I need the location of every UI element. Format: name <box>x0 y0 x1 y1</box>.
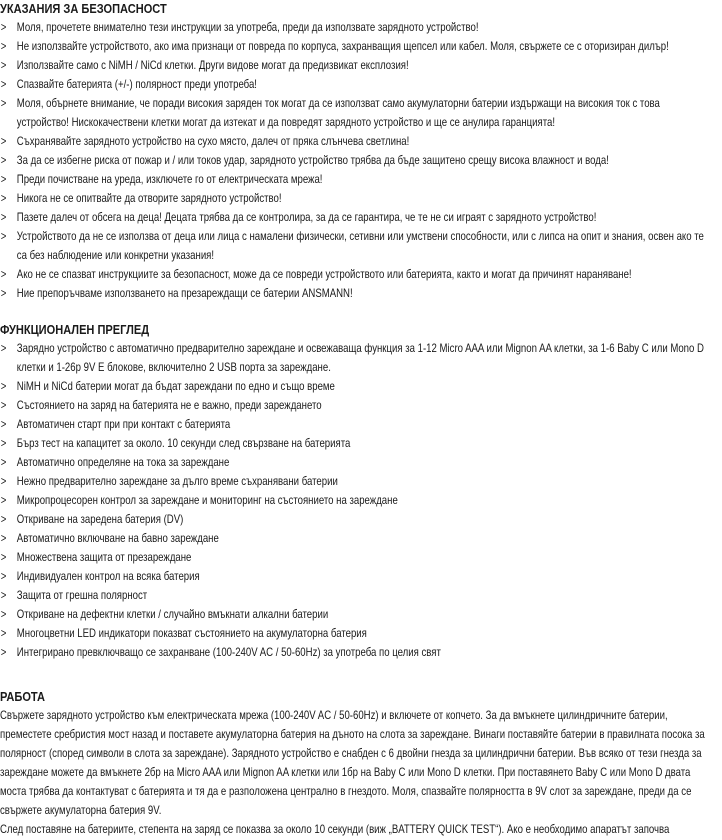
list-item-line <box>0 605 578 624</box>
list-item-line <box>0 434 578 453</box>
list-item <box>0 132 722 151</box>
list-item-text: Моля, обърнете внимание, че поради високия заряден ток могат да се използват само акумулаторни батерии издържащи на високия ток с това <box>16 96 660 110</box>
list-item-line <box>0 208 597 227</box>
section-heading: РАБОТА <box>0 689 45 704</box>
list-item-line <box>0 189 578 208</box>
list-item <box>0 605 722 624</box>
bullet-arrow-icon: > <box>0 531 7 545</box>
functional-overview-section <box>0 321 722 662</box>
list-item-text: Бърз тест на капацитет за около. 10 секунди след свързване на батерията <box>16 436 351 450</box>
bullet-arrow-icon: > <box>0 588 7 602</box>
list-item-text: Многоцветни LED индикатори показват състоянието на акумулаторна батерия <box>16 626 367 640</box>
list-item-line <box>0 151 609 170</box>
list-item-line <box>0 529 578 548</box>
list-item-text: Ние препоръчваме използването на презареждащи се батерии ANSMANN! <box>16 286 353 300</box>
paragraph-line: свържете акумулаторна батерия 9V. <box>0 803 162 817</box>
bullet-arrow-icon: > <box>0 172 7 186</box>
list-item <box>0 339 722 377</box>
list-item-line <box>0 284 578 303</box>
list-item-line <box>0 56 578 75</box>
list-item <box>0 491 722 510</box>
paragraph-line: преместете сребристия мост назад и поставете акумулаторна батерия на дъното на слота за зареждане. Винаги поставяйте батерии в правилната посока за <box>0 727 705 741</box>
list-item <box>0 18 722 37</box>
list-item-text: Преди почистване на уреда, изключете го от електрическата мрежа! <box>16 172 323 186</box>
list-item-text: Защита от грешна полярност <box>16 588 148 602</box>
list-item-text: Зарядно устройство с автоматично предварително зареждане и освежаваща функция за 1-12 Micro AAA или Mignon AA клетки, за 1-6 Baby C или Mono D <box>16 341 704 355</box>
list-item-text: Откриване на заредена батерия (DV) <box>16 512 184 526</box>
list-item-line <box>0 339 704 358</box>
bullet-arrow-icon: > <box>0 474 7 488</box>
bullet-arrow-icon: > <box>0 645 7 659</box>
list-item-line <box>0 227 704 246</box>
bullet-arrow-icon: > <box>0 493 7 507</box>
list-item-text: Никога не се опитвайте да отворите зарядното устройство! <box>16 191 282 205</box>
bullet-arrow-icon: > <box>0 229 7 243</box>
paragraph-line: полярност (според символи в слота за зареждане). Зарядното устройство е снабден с 6 двойни гнезда за цилиндрични батерии. Във всяко от тези гнезда за <box>0 746 702 760</box>
list-item-line <box>0 643 578 662</box>
list-item-line <box>0 415 578 434</box>
list-item-text: Множествена защита от презареждане <box>16 550 192 564</box>
bullet-arrow-icon: > <box>0 626 7 640</box>
list-item-line <box>0 548 578 567</box>
list-item-line <box>0 567 578 586</box>
bullet-arrow-icon: > <box>0 134 7 148</box>
list-item-text: са без наблюдение или конкретни указания! <box>16 248 215 262</box>
list-item <box>0 56 722 75</box>
bullet-arrow-icon: > <box>0 267 7 281</box>
list-item-text: Микропроцесорен контрол за зареждане и мониторинг на състоянието на зареждане <box>16 493 398 507</box>
list-item <box>0 151 722 170</box>
bullet-arrow-icon: > <box>0 455 7 469</box>
list-item-line <box>0 510 578 529</box>
list-item <box>0 510 722 529</box>
section-heading: УКАЗАНИЯ ЗА БЕЗОПАСНОСТ <box>0 1 167 16</box>
list-item-text: Автоматично включване на бавно зареждане <box>16 531 219 545</box>
list-item <box>0 265 722 284</box>
list-item-line <box>0 472 578 491</box>
list-item-line <box>0 265 632 284</box>
list-item-text: Използвайте само с NiMH / NiCd клетки. Други видове могат да предизвикат експлозия! <box>16 58 409 72</box>
list-item <box>0 396 722 415</box>
list-item-line <box>0 75 578 94</box>
bullet-arrow-icon: > <box>0 569 7 583</box>
list-item <box>0 548 722 567</box>
list-item-text: клетки и 1-26р 9V E блокове, включително 2 USB порта за зареждане. <box>16 360 331 374</box>
safety-section <box>0 0 722 303</box>
list-item-text: Нежно предварително зареждане за дълго време съхранявани батерии <box>16 474 338 488</box>
list-item-line <box>0 37 669 56</box>
bullet-arrow-icon: > <box>0 512 7 526</box>
list-item <box>0 586 722 605</box>
list-item-text: Устройството да не се използва от деца или лица с намалени физически, сетивни или умствени способности, или с липса на опит и знания, освен ако те <box>16 229 704 243</box>
list-item-line <box>0 491 578 510</box>
list-item <box>0 472 722 491</box>
bullet-arrow-icon: > <box>0 20 7 34</box>
list-item-text: За да се избегне риска от пожар и / или токов удар, зарядното устройство трябва да бъде защитено срещу висока влажност и вода! <box>16 153 609 167</box>
list-item <box>0 208 722 227</box>
paragraph-line: След поставяне на батериите, степента на заряд се показва за около 10 секунди (виж „BATTERY QUICK TEST“). Ако е необходимо апаратът започва <box>0 822 670 836</box>
list-item <box>0 284 722 303</box>
list-item-line <box>0 170 578 189</box>
list-item-text: устройство! Нискокачествени клетки могат да изтекат и да повредят зарядното устройство и ще се анулира гаранцията! <box>16 115 556 129</box>
list-item <box>0 624 722 643</box>
bullet-arrow-icon: > <box>0 341 7 355</box>
list-item-text: Не използвайте устройството, ако има признаци от повреда по корпуса, захранващия щепсел или кабел. Моля, свържете се с оторизиран дилър! <box>16 39 669 53</box>
bullet-arrow-icon: > <box>0 417 7 431</box>
list-item-text: NiMH и NiCd батерии могат да бъдат зареждани по едно и също време <box>16 379 335 393</box>
paragraph-line: зареждане можете да вмъкнете 2бр на Micro AAA или Mignon AA клетки или 1бр на Baby C или Mono D клетки. При поставянето Baby C или Mono D двата <box>0 765 691 779</box>
list-item <box>0 453 722 472</box>
list-item <box>0 434 722 453</box>
bullet-arrow-icon: > <box>0 77 7 91</box>
list-item <box>0 189 722 208</box>
bullet-arrow-icon: > <box>0 379 7 393</box>
list-item-line <box>0 377 578 396</box>
list-item <box>0 529 722 548</box>
list-item-line <box>0 586 578 605</box>
list-item <box>0 643 722 662</box>
list-item-line <box>0 94 660 113</box>
list-item-line <box>0 113 578 132</box>
paragraph-line: моста трябва да контактуват с батерията и тя да е разположена централно в гнездото. Моля, спазвайте полярността в 9V слот за зареждане, преди да се <box>0 784 692 798</box>
list-item-line <box>0 132 578 151</box>
list-item <box>0 75 722 94</box>
list-item <box>0 94 722 132</box>
bullet-arrow-icon: > <box>0 550 7 564</box>
list-item-line <box>0 453 578 472</box>
list-item <box>0 567 722 586</box>
list-item-text: Интегрирано превключващо се захранване (100-240V AC / 50-60Hz) за употреба по целия свят <box>16 645 441 659</box>
list-item-text: Автоматично определяне на тока за зареждане <box>16 455 230 469</box>
paragraph-line: Свържете зарядното устройство към електрическата мрежа (100-240V AC / 50-60Hz) и включете от копчето. За да вмъкнете цилиндричните батерии, <box>0 708 668 722</box>
list-item <box>0 227 722 265</box>
list-item-line <box>0 18 578 37</box>
list-item-text: Пазете далеч от обсега на деца! Децата трябва да се контролира, за да се гарантира, че те не си играят с зарядното устройство! <box>16 210 597 224</box>
operation-section <box>0 688 722 839</box>
list-item-text: Ако не се спазват инструкциите за безопасност, може да се повреди устройството или батерията, както и могат да причинят нараняване! <box>16 267 632 281</box>
list-item-text: Моля, прочетете внимателно тези инструкции за употреба, преди да използвате зарядното устройство! <box>16 20 479 34</box>
list-item-text: Съхранявайте зарядното устройство на сухо място, далеч от пряка слънчева светлина! <box>16 134 410 148</box>
list-item-text: Състоянието на заряд на батерията не е важно, преди зареждането <box>16 398 322 412</box>
section-heading: ФУНКЦИОНАЛЕН ПРЕГЛЕД <box>0 322 150 337</box>
bullet-arrow-icon: > <box>0 286 7 300</box>
bullet-arrow-icon: > <box>0 607 7 621</box>
bullet-arrow-icon: > <box>0 436 7 450</box>
bullet-arrow-icon: > <box>0 153 7 167</box>
bullet-arrow-icon: > <box>0 191 7 205</box>
list-item <box>0 170 722 189</box>
bullet-arrow-icon: > <box>0 210 7 224</box>
list-item <box>0 377 722 396</box>
list-item-line <box>0 396 578 415</box>
list-item-line <box>0 624 578 643</box>
list-item-line <box>0 358 578 377</box>
list-item-text: Откриване на дефектни клетки / случайно вмъкнати алкални батерии <box>16 607 329 621</box>
list-item-text: Индивидуален контрол на всяка батерия <box>16 569 200 583</box>
list-item <box>0 415 722 434</box>
list-item-text: Спазвайте батерията (+/-) полярност преди употреба! <box>16 77 257 91</box>
list-item <box>0 37 722 56</box>
list-item-line <box>0 246 578 265</box>
bullet-arrow-icon: > <box>0 96 7 110</box>
bullet-arrow-icon: > <box>0 39 7 53</box>
list-item-text: Автоматичен старт при при контакт с батерията <box>16 417 231 431</box>
bullet-arrow-icon: > <box>0 398 7 412</box>
bullet-arrow-icon: > <box>0 58 7 72</box>
